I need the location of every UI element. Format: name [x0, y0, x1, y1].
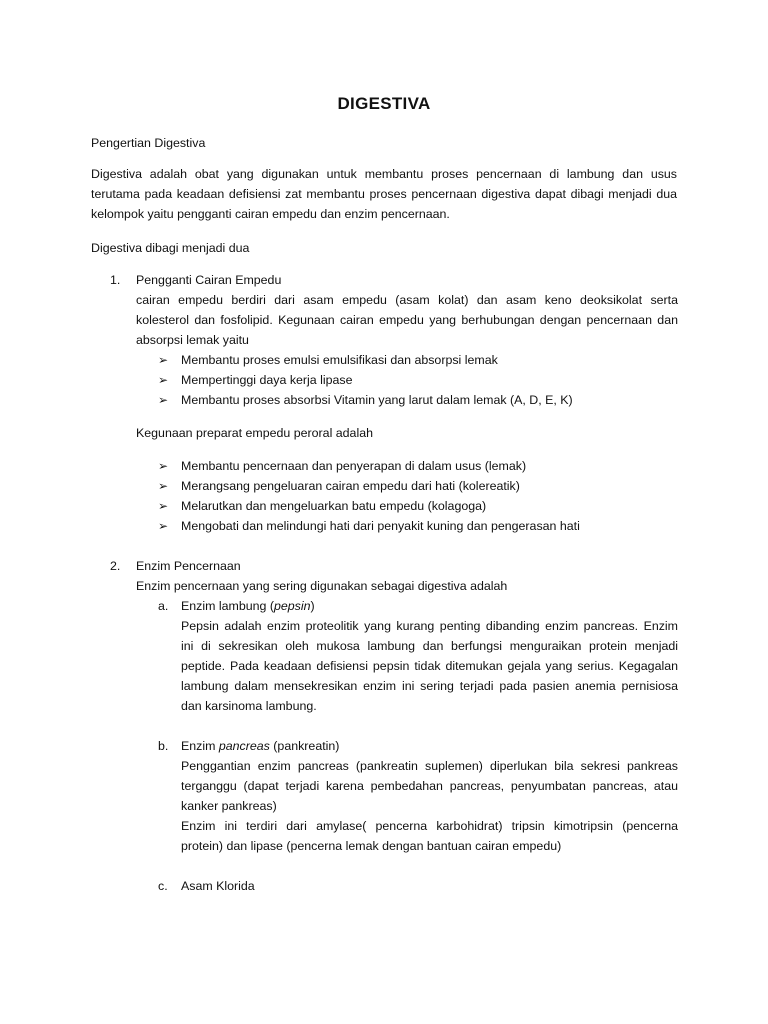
- paragraph-line: lambung dalam mensekresikan enzim ini sering terjadi pada pasien anemia pernisiosa: [181, 679, 678, 693]
- paragraph-line: peptide. Pada keadaan defisiensi pepsin tidak ditemukan gejala yang serius. Kegagalan: [181, 659, 678, 673]
- paragraph-line: protein) dan lipase (pencerna lemak dengan bantuan cairan empedu): [181, 839, 562, 853]
- section2-title: Enzim Pencernaan: [136, 559, 241, 573]
- list-item: ➢ Mengobati dan melindungi hati dari penyakit kuning dan pengerasan hati: [158, 516, 678, 536]
- intro-line: terutama pada keadaan defisiensi zat membantu proses pencernaan digestiva dapat dibagi menjadi dua: [91, 187, 677, 201]
- document-title: DIGESTIVA: [337, 94, 431, 113]
- division-intro: Digestiva dibagi menjadi dua: [91, 241, 250, 255]
- item-a-title: Enzim lambung (pepsin): [181, 599, 315, 613]
- arrow-bullet-icon: ➢: [158, 479, 169, 493]
- paragraph-line: ini di sekresikan oleh mukosa lambung dan berfungsi menguraikan protein menjadi: [181, 639, 678, 653]
- section1-description: [136, 290, 678, 350]
- arrow-bullet-icon: ➢: [158, 353, 169, 367]
- item-b-title: Enzim pancreas (pankreatin): [181, 739, 340, 753]
- list-item: ➢ Merangsang pengeluaran cairan empedu dari hati (kolereatik): [158, 476, 678, 496]
- intro-paragraph: [91, 164, 677, 224]
- bullet-list-preparat: [158, 456, 678, 536]
- item-c-marker: c.: [158, 879, 168, 893]
- intro-line: Digestiva adalah obat yang digunakan untuk membantu proses pencernaan di lambung dan usus: [91, 167, 677, 181]
- arrow-bullet-icon: ➢: [158, 459, 169, 473]
- item-b-paragraph-2: [181, 816, 678, 856]
- item-c-title: Asam Klorida: [181, 879, 255, 893]
- list-item: ➢ Melarutkan dan mengeluarkan batu empedu (kolagoga): [158, 496, 678, 516]
- section-heading: Pengertian Digestiva: [91, 136, 206, 150]
- description-line: absorpsi lemak yaitu: [136, 333, 249, 347]
- list-item: ➢ Membantu proses emulsi emulsifikasi dan absorpsi lemak: [158, 350, 678, 370]
- paragraph-line: kanker pankreas): [181, 799, 277, 813]
- arrow-bullet-icon: ➢: [158, 519, 169, 533]
- section1-number: 1.: [110, 273, 121, 287]
- item-a-paragraph: [181, 616, 678, 716]
- description-line: kolesterol dan fosfolipid. Kegunaan cairan empedu yang berhubungan dengan pencernaan dan: [136, 313, 678, 327]
- paragraph-line: Pepsin adalah enzim proteolitik yang kurang penting dibanding enzim pancreas. Enzim: [181, 619, 678, 633]
- list-item: ➢ Membantu proses absorbsi Vitamin yang larut dalam lemak (A, D, E, K): [158, 390, 678, 410]
- item-a-marker: a.: [158, 599, 169, 613]
- arrow-bullet-icon: ➢: [158, 393, 169, 407]
- section1-title: Pengganti Cairan Empedu: [136, 273, 282, 287]
- paragraph-line: dan karsinoma lambung.: [181, 699, 317, 713]
- item-b-paragraph-1: [181, 756, 678, 816]
- paragraph-line: terganggu (dapat terjadi karena pembedahan pancreas, penyumbatan pancreas, atau: [181, 779, 678, 793]
- preparat-intro: Kegunaan preparat empedu peroral adalah: [136, 426, 373, 440]
- list-item: ➢ Membantu pencernaan dan penyerapan di dalam usus (lemak): [158, 456, 678, 476]
- bullet-list-absorpsi: [158, 350, 678, 410]
- item-b-marker: b.: [158, 739, 169, 753]
- paragraph-line: Penggantian enzim pancreas (pankreatin suplemen) diperlukan bila sekresi pankreas: [181, 759, 678, 773]
- section2-number: 2.: [110, 559, 121, 573]
- section2-intro: Enzim pencernaan yang sering digunakan sebagai digestiva adalah: [136, 579, 508, 593]
- list-item: ➢ Mempertinggi daya kerja lipase: [158, 370, 678, 390]
- arrow-bullet-icon: ➢: [158, 373, 169, 387]
- arrow-bullet-icon: ➢: [158, 499, 169, 513]
- description-line: cairan empedu berdiri dari asam empedu (asam kolat) dan asam keno deoksikolat serta: [136, 293, 678, 307]
- paragraph-line: Enzim ini terdiri dari amylase( pencerna karbohidrat) tripsin kimotripsin (pencerna: [181, 819, 678, 833]
- intro-line: kelompok yaitu pengganti cairan empedu dan enzim pencernaan.: [91, 207, 450, 221]
